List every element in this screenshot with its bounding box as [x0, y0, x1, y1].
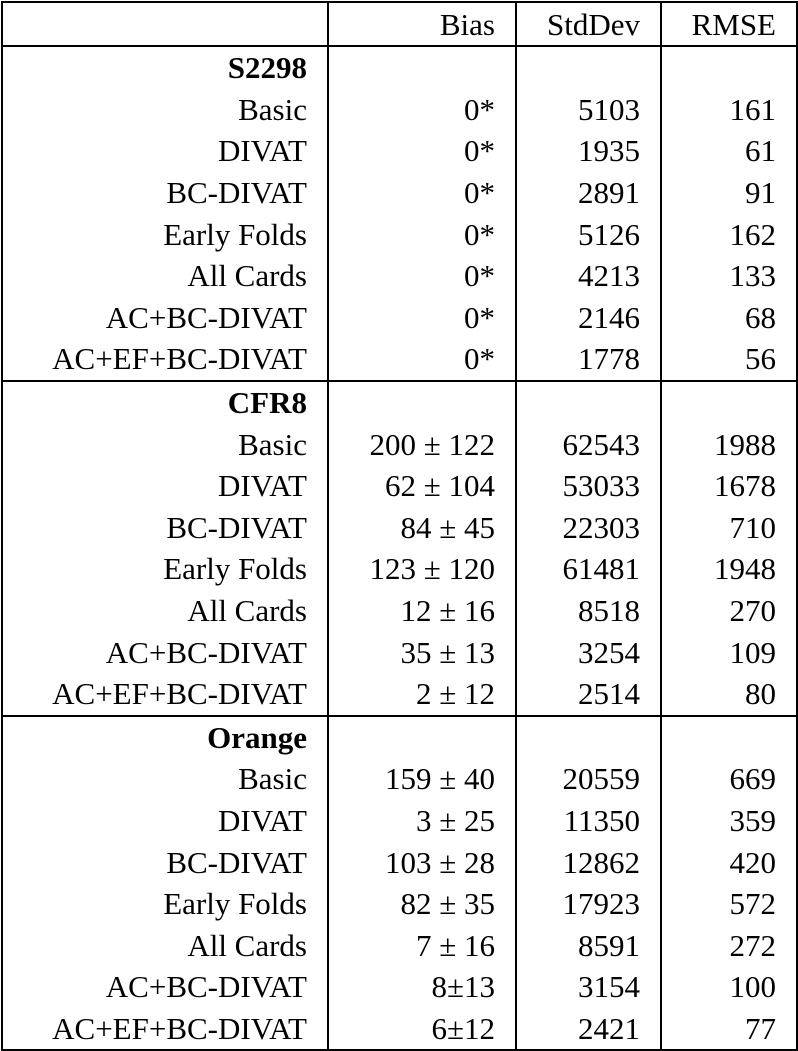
stddev-cell: 8518 — [516, 590, 661, 632]
rmse-cell: 1988 — [661, 423, 797, 465]
bias-cell: 35 ± 13 — [328, 631, 516, 673]
method-cell: AC+EF+BC-DIVAT — [2, 673, 328, 716]
table-row — [2, 465, 797, 507]
bias-cell: 0* — [328, 130, 516, 172]
bias-cell: 0* — [328, 255, 516, 297]
empty-cell — [661, 381, 797, 424]
method-cell: Basic — [2, 758, 328, 800]
stddev-cell: 5103 — [516, 89, 661, 131]
header-rmse: RMSE — [661, 2, 797, 46]
bias-cell: 159 ± 40 — [328, 758, 516, 800]
table-row — [2, 631, 797, 673]
stddev-cell: 22303 — [516, 507, 661, 549]
bias-cell: 8±13 — [328, 966, 516, 1008]
method-cell: All Cards — [2, 255, 328, 297]
table-row — [2, 966, 797, 1008]
table-body — [2, 46, 797, 1050]
stddev-cell: 2891 — [516, 172, 661, 214]
method-cell: AC+EF+BC-DIVAT — [2, 338, 328, 381]
rmse-cell: 109 — [661, 631, 797, 673]
table-row — [2, 883, 797, 925]
table-row — [2, 172, 797, 214]
empty-cell — [516, 381, 661, 424]
bias-cell: 123 ± 120 — [328, 548, 516, 590]
stddev-cell: 2514 — [516, 673, 661, 716]
rmse-cell: 68 — [661, 297, 797, 339]
rmse-cell: 669 — [661, 758, 797, 800]
stddev-cell: 20559 — [516, 758, 661, 800]
stddev-cell: 3254 — [516, 631, 661, 673]
rmse-cell: 1678 — [661, 465, 797, 507]
table-row — [2, 507, 797, 549]
table-row — [2, 800, 797, 842]
bias-cell: 82 ± 35 — [328, 883, 516, 925]
rmse-cell: 420 — [661, 841, 797, 883]
method-cell: AC+BC-DIVAT — [2, 297, 328, 339]
method-cell: Basic — [2, 423, 328, 465]
stddev-cell: 5126 — [516, 213, 661, 255]
method-cell: BC-DIVAT — [2, 507, 328, 549]
rmse-cell: 162 — [661, 213, 797, 255]
empty-cell — [328, 381, 516, 424]
method-cell: AC+EF+BC-DIVAT — [2, 1008, 328, 1051]
bias-cell: 0* — [328, 338, 516, 381]
header-bias: Bias — [328, 2, 516, 46]
rmse-cell: 572 — [661, 883, 797, 925]
rmse-cell: 77 — [661, 1008, 797, 1051]
table-row — [2, 423, 797, 465]
method-cell: All Cards — [2, 924, 328, 966]
rmse-cell: 133 — [661, 255, 797, 297]
group-header-row — [2, 716, 797, 759]
rmse-cell: 1948 — [661, 548, 797, 590]
stddev-cell: 53033 — [516, 465, 661, 507]
header-row — [2, 2, 797, 46]
rmse-cell: 61 — [661, 130, 797, 172]
method-cell: Early Folds — [2, 548, 328, 590]
rmse-cell: 710 — [661, 507, 797, 549]
bias-cell: 12 ± 16 — [328, 590, 516, 632]
bias-cell: 62 ± 104 — [328, 465, 516, 507]
method-cell: Early Folds — [2, 883, 328, 925]
group-name: Orange — [2, 716, 328, 759]
table-row — [2, 924, 797, 966]
method-cell: Basic — [2, 89, 328, 131]
method-cell: DIVAT — [2, 465, 328, 507]
stddev-cell: 1778 — [516, 338, 661, 381]
header-method — [2, 2, 328, 46]
method-cell: BC-DIVAT — [2, 841, 328, 883]
rmse-cell: 161 — [661, 89, 797, 131]
group-name: CFR8 — [2, 381, 328, 424]
group-header-row — [2, 381, 797, 424]
empty-cell — [328, 46, 516, 89]
empty-cell — [661, 46, 797, 89]
stddev-cell: 8591 — [516, 924, 661, 966]
method-cell: AC+BC-DIVAT — [2, 966, 328, 1008]
rmse-cell: 80 — [661, 673, 797, 716]
bias-cell: 200 ± 122 — [328, 423, 516, 465]
stddev-cell: 1935 — [516, 130, 661, 172]
group-name: S2298 — [2, 46, 328, 89]
method-cell: DIVAT — [2, 800, 328, 842]
bias-cell: 0* — [328, 297, 516, 339]
table-row — [2, 213, 797, 255]
method-cell: Early Folds — [2, 213, 328, 255]
empty-cell — [516, 46, 661, 89]
method-cell: AC+BC-DIVAT — [2, 631, 328, 673]
table-row — [2, 590, 797, 632]
table-row — [2, 297, 797, 339]
bias-cell: 84 ± 45 — [328, 507, 516, 549]
empty-cell — [516, 716, 661, 759]
stddev-cell: 62543 — [516, 423, 661, 465]
table-row — [2, 1008, 797, 1051]
table-row — [2, 673, 797, 716]
bias-cell: 0* — [328, 172, 516, 214]
table-row — [2, 758, 797, 800]
rmse-cell: 359 — [661, 800, 797, 842]
results-table — [1, 1, 798, 1051]
bias-cell: 103 ± 28 — [328, 841, 516, 883]
bias-cell: 3 ± 25 — [328, 800, 516, 842]
stddev-cell: 4213 — [516, 255, 661, 297]
table-row — [2, 841, 797, 883]
table-row — [2, 338, 797, 381]
bias-cell: 0* — [328, 89, 516, 131]
stddev-cell: 3154 — [516, 966, 661, 1008]
bias-cell: 7 ± 16 — [328, 924, 516, 966]
table-row — [2, 130, 797, 172]
table-row — [2, 255, 797, 297]
rmse-cell: 91 — [661, 172, 797, 214]
stddev-cell: 61481 — [516, 548, 661, 590]
empty-cell — [661, 716, 797, 759]
stddev-cell: 2421 — [516, 1008, 661, 1051]
method-cell: DIVAT — [2, 130, 328, 172]
table-row — [2, 89, 797, 131]
rmse-cell: 270 — [661, 590, 797, 632]
method-cell: All Cards — [2, 590, 328, 632]
method-cell: BC-DIVAT — [2, 172, 328, 214]
stddev-cell: 11350 — [516, 800, 661, 842]
empty-cell — [328, 716, 516, 759]
bias-cell: 6±12 — [328, 1008, 516, 1051]
table-row — [2, 548, 797, 590]
bias-cell: 2 ± 12 — [328, 673, 516, 716]
rmse-cell: 56 — [661, 338, 797, 381]
stddev-cell: 12862 — [516, 841, 661, 883]
group-header-row — [2, 46, 797, 89]
rmse-cell: 100 — [661, 966, 797, 1008]
header-stddev: StdDev — [516, 2, 661, 46]
stddev-cell: 2146 — [516, 297, 661, 339]
stddev-cell: 17923 — [516, 883, 661, 925]
bias-cell: 0* — [328, 213, 516, 255]
rmse-cell: 272 — [661, 924, 797, 966]
